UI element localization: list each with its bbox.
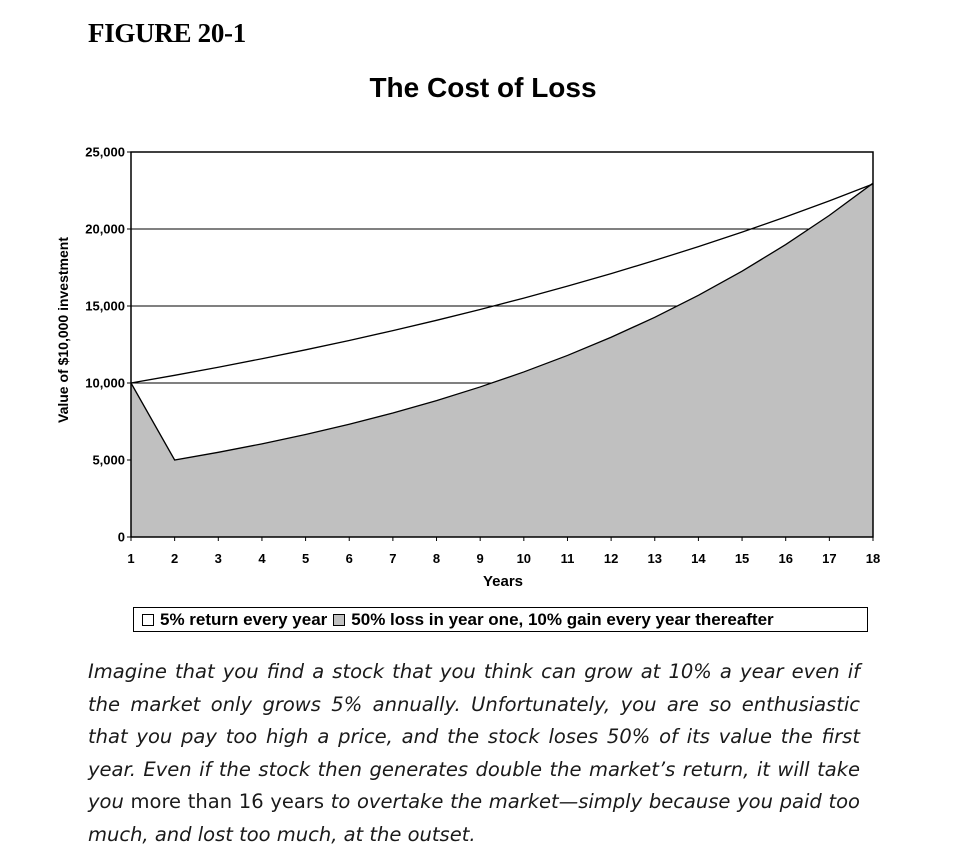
x-tick-label-4: 5 <box>301 551 310 566</box>
x-tick-label-8: 9 <box>476 551 484 566</box>
y-tick-label-5: 25,000 <box>85 144 125 160</box>
x-tick-label-3: 4 <box>258 551 266 566</box>
x-tick-label-17: 18 <box>865 551 881 566</box>
legend-swatch-gray <box>333 614 345 626</box>
x-axis-label: Years <box>482 573 524 590</box>
caption-text-2: to overtake the market—simply because you paid too much, and lost too much, at the outset. <box>88 790 860 846</box>
x-tick-label-15: 16 <box>778 551 793 566</box>
legend-swatch-white <box>142 614 154 626</box>
y-tick-label-0: 0 <box>117 529 125 545</box>
caption-text-1: Imagine that you find a stock that you think can grow at 10% a year even if the market only grows 5% annually. Unfortunately, you are so enthusiastic that you pay too high a price, and the stock loses 50% of its value the first year. Even if the stock then generates double the market’s return, it will take you <box>88 660 860 813</box>
x-tick-label-14: 15 <box>734 551 750 566</box>
x-tick-label-10: 11 <box>560 551 575 566</box>
figure-label: FIGURE 20-1 <box>88 18 246 48</box>
x-tick-label-5: 6 <box>345 551 353 566</box>
caption-text-upright: more than 16 years <box>130 790 324 813</box>
x-tick-label-0: 1 <box>127 551 135 566</box>
y-tick-label-2: 10,000 <box>85 375 125 391</box>
y-tick-label-3: 15,000 <box>85 298 125 314</box>
legend-label-5pct: 5% return every year <box>160 609 328 629</box>
x-tick-label-12: 13 <box>647 551 662 566</box>
chart-title: The Cost of Loss <box>369 72 597 103</box>
x-tick-label-1: 2 <box>171 551 179 566</box>
y-tick-label-4: 20,000 <box>85 221 125 237</box>
legend-entry-5pct <box>142 610 327 630</box>
figure-caption <box>88 656 860 851</box>
x-tick-label-11: 12 <box>603 551 619 566</box>
x-tick-label-9: 10 <box>516 551 532 566</box>
chart-legend <box>133 607 868 632</box>
x-tick-label-6: 7 <box>389 551 397 566</box>
x-tick-label-2: 3 <box>214 551 222 566</box>
y-tick-label-1: 5,000 <box>92 452 125 468</box>
x-tick-label-16: 17 <box>822 551 837 566</box>
legend-label-loss: 50% loss in year one, 10% gain every year thereafter <box>351 609 774 629</box>
y-axis-label: Value of $10,000 investment <box>55 237 71 423</box>
legend-entry-loss <box>333 610 773 630</box>
x-tick-label-13: 14 <box>691 551 706 566</box>
x-tick-label-7: 8 <box>432 551 441 566</box>
